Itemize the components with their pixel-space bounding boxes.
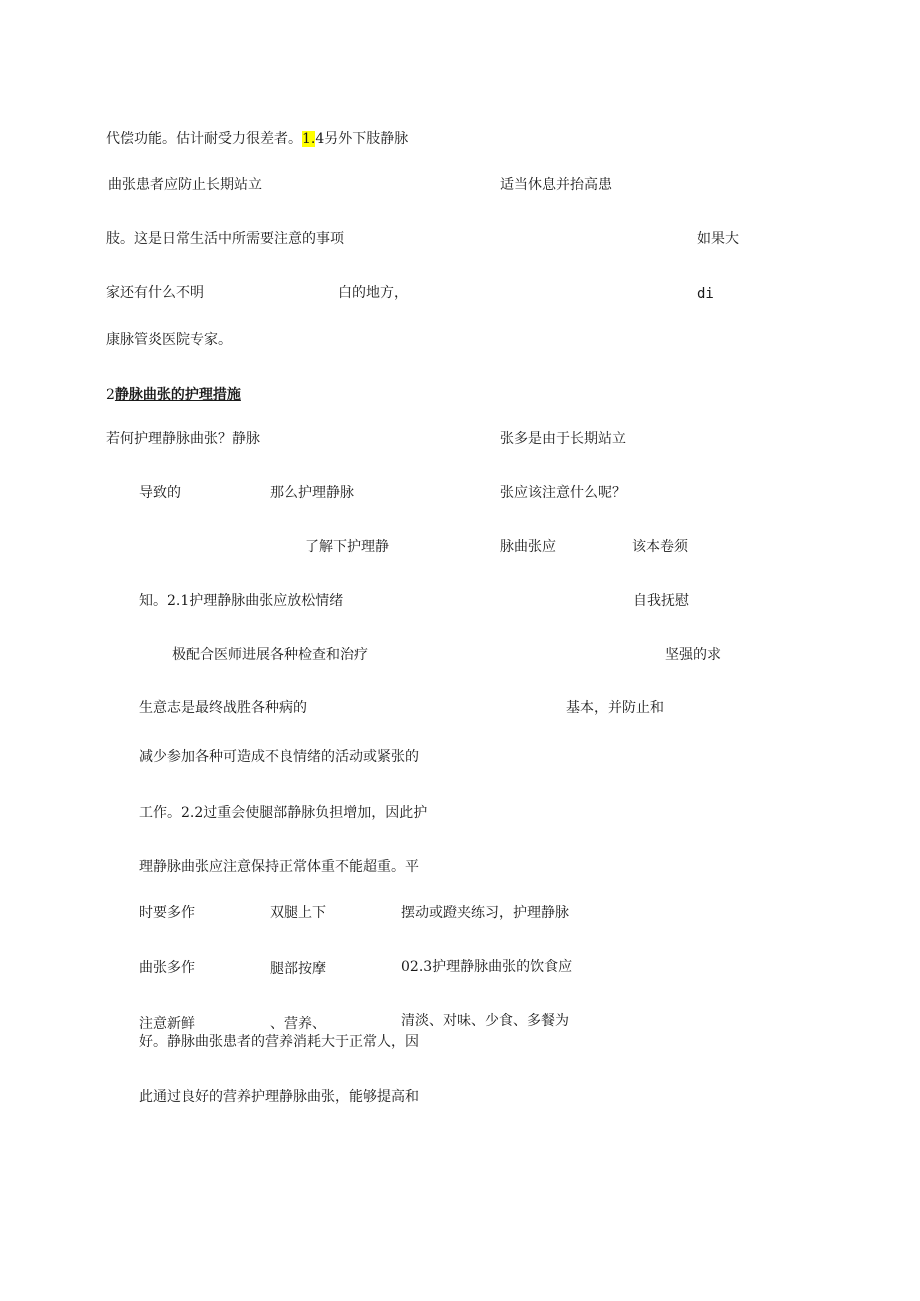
text-fragment: 生意志是最终战胜各种病的 [139,700,307,716]
text-fragment: 家还有什么不明 [106,285,204,301]
text-fragment: 曲张患者应防止长期站立 [108,177,262,193]
text-fragment: 脉曲张应 [500,539,556,555]
text-fragment: 时要多作 [139,905,195,921]
text-fragment: di [697,286,714,302]
section-heading [106,386,241,404]
section-title: 静脉曲张的护理措施 [114,387,241,403]
text-fragment: 若何护理静脉曲张？静脉 [106,431,260,447]
text-fragment: 此通过良好的营养护理静脉曲张，能够提高和 [139,1089,419,1105]
text-fragment: 4另外下肢静脉 [315,131,409,147]
text-fragment: 坚强的求 [665,647,721,663]
text-fragment: 自我抚慰 [633,593,689,609]
text-fragment: 双腿上下 [270,905,326,921]
text-fragment: 那么护理静脉 [270,485,354,501]
section-number: 2 [106,387,115,403]
text-fragment: 知。2.1护理静脉曲张应放松情绪 [139,593,344,609]
text-fragment: 该本卷须 [632,539,688,555]
text-fragment: 、营养、 [270,1016,326,1032]
text-fragment: 康脉管炎医院专家。 [106,332,232,348]
text-fragment: 张应该注意什么呢？ [500,485,626,501]
text-fragment: 张多是由于长期站立 [500,431,626,447]
text-fragment: 曲张多作 [139,960,195,976]
text-fragment: 减少参加各种可造成不良情绪的活动或紧张的 [139,749,419,765]
text-fragment: 肢。这是日常生活中所需要注意的事项 [106,231,344,247]
text-fragment: 清淡、对味、少食、多餐为 [401,1013,569,1029]
text-fragment: 好。静脉曲张患者的营养消耗大于正常人，因 [139,1034,419,1050]
text-fragment: 基本，并防止和 [566,700,664,716]
text-fragment: 腿部按摩 [270,961,326,977]
text-fragment: 理静脉曲张应注意保持正常体重不能超重。平 [139,859,419,875]
text-fragment: 极配合医师进展各种检查和治疗 [172,647,368,663]
text-fragment: 代偿功能。估计耐受力很差者。 [106,131,302,147]
text-fragment: 白的地方， [338,285,408,301]
highlighted-text: 1. [302,131,316,147]
text-fragment: 注意新鲜 [139,1016,195,1032]
text-fragment: 适当休息并抬高患 [500,177,612,193]
text-line-1 [106,130,408,148]
text-fragment: 如果大 [697,231,739,247]
text-fragment: 02.3护理静脉曲张的饮食应 [401,959,573,975]
text-fragment: 摆动或蹬夹练习，护理静脉 [401,905,569,921]
text-fragment: 工作。2.2过重会使腿部静脉负担增加，因此护 [139,805,428,821]
text-fragment: 了解下护理静 [305,539,389,555]
text-fragment: 导致的 [139,485,181,501]
